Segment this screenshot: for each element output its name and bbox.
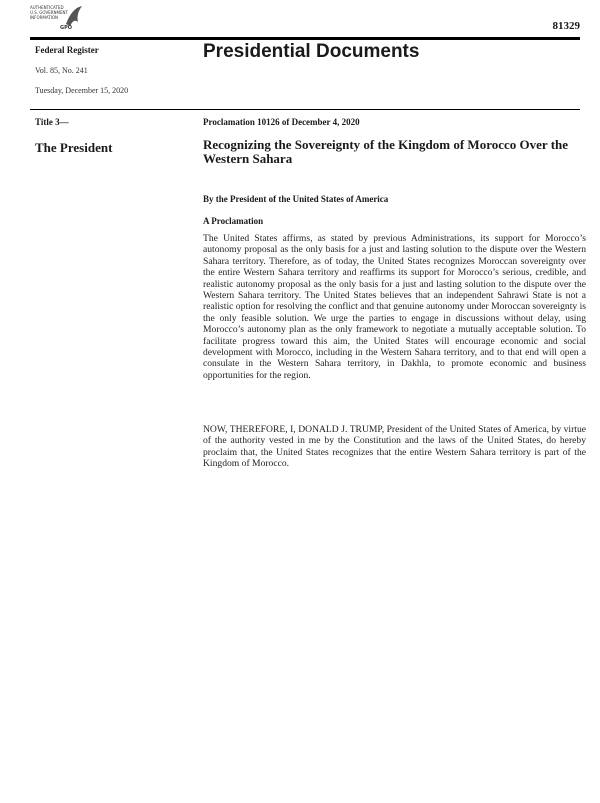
svg-text:U.S. GOVERNMENT: U.S. GOVERNMENT [30,10,68,15]
section-rule [30,109,580,110]
subheading: A Proclamation [203,216,264,226]
svg-text:INFORMATION: INFORMATION [30,15,59,20]
body-paragraph: NOW, THEREFORE, I, DONALD J. TRUMP, President of the United States of America, by virtue of the authority vested in me by the Constitution and the laws of the United States, do hereby proclaim that, the United States recognizes that the entire Western Sahara territory is part of the Kingdom of Morocco. [203,424,586,470]
svg-text:GPO: GPO [60,25,73,30]
page-number: 81329 [552,20,580,32]
by-line: By the President of the United States of America [203,194,389,204]
section-title: Presidential Documents [203,41,420,62]
publication-date: Tuesday, December 15, 2020 [35,86,129,95]
header-rule [30,37,580,40]
publication-title: Federal Register [35,45,99,55]
proclamation-number: Proclamation 10126 of December 4, 2020 [203,117,360,127]
volume-number: Vol. 85, No. 241 [35,66,88,75]
body-paragraph: The United States affirms, as stated by previous Administrations, its support for Morocco’s autonomy proposal as the only basis for a just and lasting solution to the dispute over the Western Sahara territory. Therefore, as of today, the United States recognizes Moroccan sovereignty over the entire Western Sahara territory and reaffirms its support for Morocco’s serious, credible, and realistic autonomy proposal as the only basis for a just and lasting solution to the dispute over the Western Sahara territory. The United States believes that an independent Sahrawi State is not a realistic option for resolving the conflict and that genuine autonomy under Moroccan sovereignty is the only feasible solution. We urge the parties to engage in discussions without delay, using Morocco’s autonomy plan as the only framework to negotiate a mutually acceptable solution. To facilitate progress toward this aim, the United States will encourage economic and social development with Morocco, including in the Western Sahara territory, and to that end will open a consulate in the Western Sahara territory, in Dakhla, to promote economic and business opportunities for the region. [203,233,586,381]
document-heading: Recognizing the Sovereignty of the Kingdom of Morocco Over the Western Sahara [203,137,569,166]
sidebar-subtitle: The President [35,140,113,155]
gpo-authenticated-eagle-icon [30,4,84,30]
svg-text:AUTHENTICATED: AUTHENTICATED [30,5,64,10]
title-label: Title 3— [35,117,69,127]
